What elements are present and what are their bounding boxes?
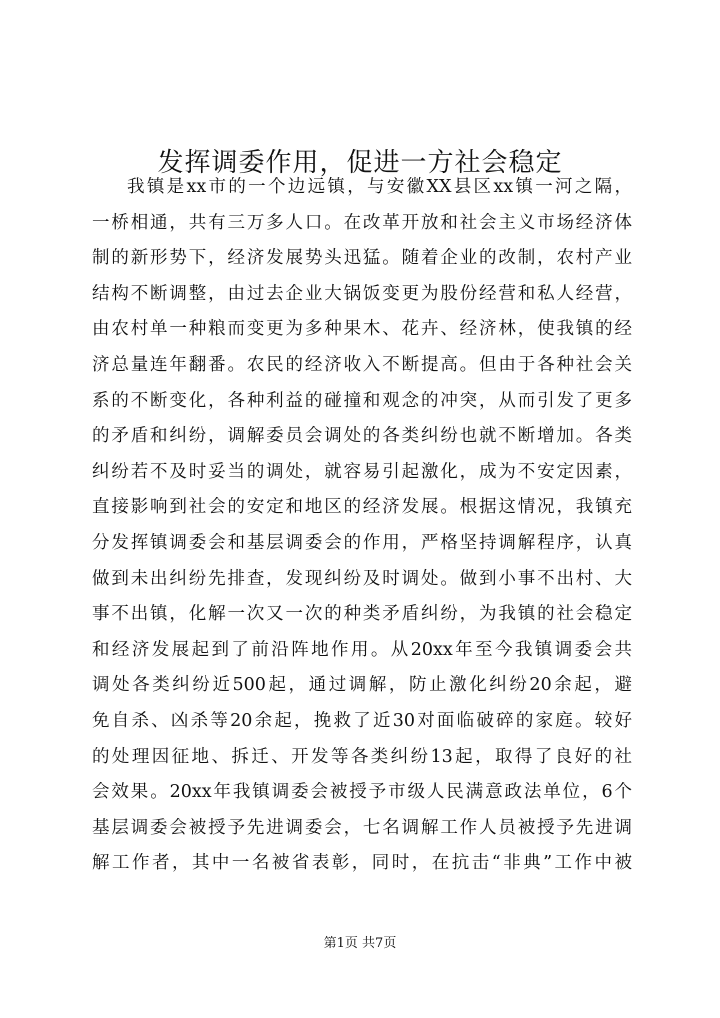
text-line: 事不出镇，化解一次又一次的种类矛盾纠纷，为我镇的社会稳定: [92, 604, 632, 625]
text-line: 制的新形势下，经济发展势头迅猛。随着企业的改制，农村产业: [92, 248, 632, 269]
text-line: 一桥相通，共有三万多人口。在改革开放和社会主义市场经济体: [92, 212, 632, 233]
text-line: 基层调委会被授予先进调委会，七名调解工作人员被授予先进调: [92, 817, 632, 838]
text-line: 分发挥镇调委会和基层调委会的作用，严格坚持调解程序，认真: [92, 532, 632, 553]
text-line: 系的不断变化，各种利益的碰撞和观念的冲突，从而引发了更多: [92, 390, 632, 411]
text-line: 会效果。20xx年我镇调委会被授予市级人民满意政法单位，6个: [92, 782, 632, 803]
text-line: 做到未出纠纷先排查，发现纠纷及时调处。做到小事不出村、大: [92, 568, 632, 589]
body-paragraph: [92, 170, 632, 882]
text-line: 直接影响到社会的安定和地区的经济发展。根据这情况，我镇充: [92, 497, 632, 518]
text-line: 免自杀、凶杀等20余起，挽救了近30对面临破碎的家庭。较好: [92, 710, 632, 731]
text-line: 济总量连年翻番。农民的经济收入不断提高。但由于各种社会关: [92, 354, 632, 375]
page-number-footer: 第1页 共7页: [323, 936, 397, 951]
text-line: 的处理因征地、拆迁、开发等各类纠纷13起，取得了良好的社: [92, 746, 632, 767]
text-line: 由农村单一种粮而变更为多种果木、花卉、经济林，使我镇的经: [92, 319, 632, 340]
text-line: 结构不断调整，由过去企业大锅饭变更为股份经营和私人经营，: [92, 283, 632, 304]
text-line: 的矛盾和纠纷，调解委员会调处的各类纠纷也就不断增加。各类: [92, 426, 632, 447]
text-line: 解工作者，其中一名被省表彰，同时，在抗击“非典”工作中被: [92, 853, 632, 874]
document-title: 发挥调委作用，促进一方社会稳定: [157, 148, 563, 179]
text-line: 纠纷若不及时妥当的调处，就容易引起激化，成为不安定因素，: [92, 461, 632, 482]
text-line: 调处各类纠纷近500起，通过调解，防止激化纠纷20余起，避: [92, 675, 632, 696]
text-line: 我镇是xx市的一个边远镇，与安徽XX县区xx镇一河之隔，: [127, 177, 632, 197]
text-line: 和经济发展起到了前沿阵地作用。从20xx年至今我镇调委会共: [92, 639, 632, 660]
